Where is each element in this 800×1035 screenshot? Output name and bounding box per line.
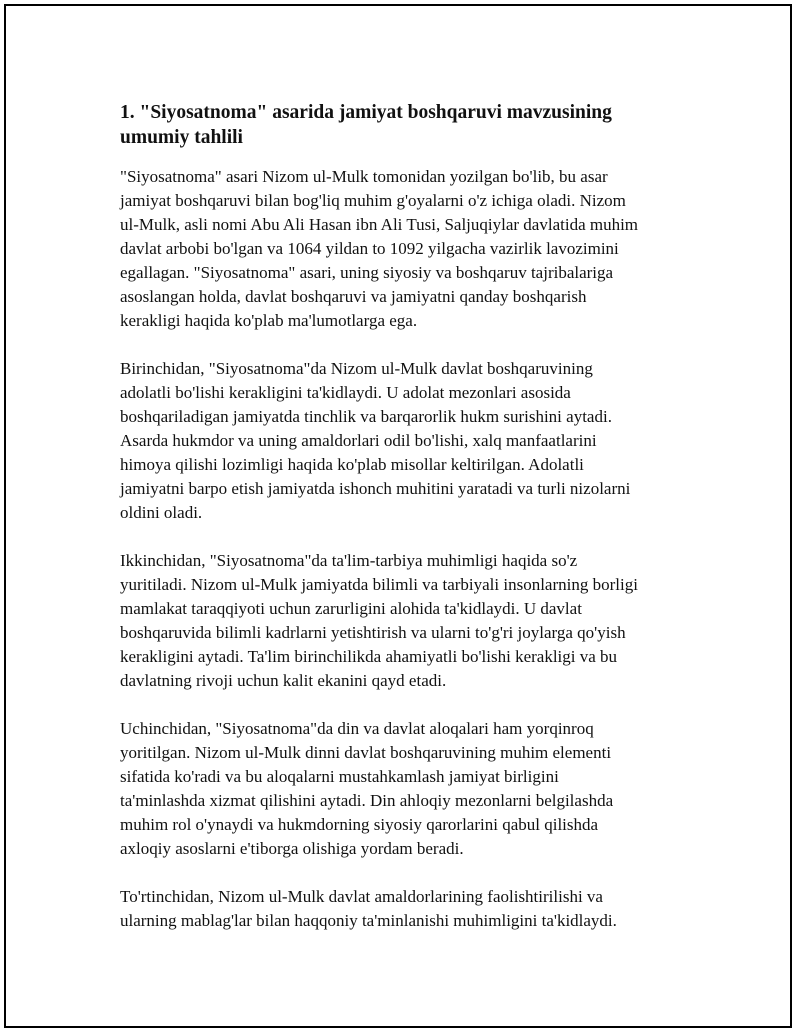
text-line: To'rtinchidan, Nizom ul-Mulk davlat amaldorlarining faolishtirilishi va (120, 887, 603, 906)
text-line: mamlakat taraqqiyoti uchun zarurligini alohida ta'kidlaydi. U davlat (120, 599, 582, 618)
heading-line: umumiy tahlili (120, 127, 243, 148)
text-line: axloqiy asoslarni e'tiborga olishiga yordam beradi. (120, 839, 464, 858)
text-line: ularning mablag'lar bilan haqqoniy ta'minlanishi muhimligini ta'kidlaydi. (120, 911, 617, 930)
section-heading (120, 100, 694, 150)
text-line: egallagan. "Siyosatnoma" asari, uning siyosiy va boshqaruv tajribalariga (120, 263, 614, 282)
text-line: boshqaruvida bilimli kadrlarni yetishtirish va ularni to'g'ri joylarga qo'yish (120, 623, 626, 642)
text-line: jamiyatni barpo etish jamiyatda ishonch muhitini yaratadi va turli nizolarni (120, 479, 631, 498)
text-line: sifatida ko'radi va bu aloqalarni mustahkamlash jamiyat birligini (120, 767, 559, 786)
text-line: davlat arbobi bo'lgan va 1064 yildan to 1092 yilgacha vazirlik lavozimini (120, 239, 619, 258)
text-line: davlatning rivoji uchun kalit ekanini qayd etadi. (120, 671, 447, 690)
document-body (120, 100, 694, 933)
paragraph-introduction (120, 165, 694, 333)
text-line: oldini oladi. (120, 503, 203, 522)
text-line: kerakligini aytadi. Ta'lim birinchilikda ahamiyatli bo'lishi kerakligi va bu (120, 647, 618, 666)
heading-line: 1. "Siyosatnoma" asarida jamiyat boshqaruvi mavzusining (120, 102, 612, 123)
text-line: "Siyosatnoma" asari Nizom ul-Mulk tomonidan yozilgan bo'lib, bu asar (120, 167, 608, 186)
text-line: asoslangan holda, davlat boshqaruvi va jamiyatni qanday boshqarish (120, 287, 587, 306)
paragraph-third (120, 717, 694, 861)
paragraph-second (120, 549, 694, 693)
page-frame (4, 4, 792, 1028)
text-line: boshqariladigan jamiyatda tinchlik va barqarorlik hukm surishini aytadi. (120, 407, 612, 426)
text-line: kerakligi haqida ko'plab ma'lumotlarga ega. (120, 311, 418, 330)
paragraph-fourth (120, 885, 694, 933)
text-line: yuritiladi. Nizom ul-Mulk jamiyatda bilimli va tarbiyali insonlarning borligi (120, 575, 638, 594)
text-line: Ikkinchidan, "Siyosatnoma"da ta'lim-tarbiya muhimligi haqida so'z (120, 551, 578, 570)
text-line: Birinchidan, "Siyosatnoma"da Nizom ul-Mulk davlat boshqaruvining (120, 359, 593, 378)
text-line: yoritilgan. Nizom ul-Mulk dinni davlat boshqaruvining muhim elementi (120, 743, 612, 762)
text-line: ul-Mulk, asli nomi Abu Ali Hasan ibn Ali Tusi, Saljuqiylar davlatida muhim (120, 215, 639, 234)
text-line: ta'minlashda xizmat qilishini aytadi. Din ahloqiy mezonlarni belgilashda (120, 791, 614, 810)
text-line: muhim rol o'ynaydi va hukmdorning siyosiy qarorlarini qabul qilishda (120, 815, 599, 834)
text-line: Uchinchidan, "Siyosatnoma"da din va davlat aloqalari ham yorqinroq (120, 719, 594, 738)
text-line: himoya qilishi lozimligi haqida ko'plab misollar keltirilgan. Adolatli (120, 455, 584, 474)
text-line: Asarda hukmdor va uning amaldorlari odil bo'lishi, xalq manfaatlarini (120, 431, 597, 450)
paragraph-first (120, 357, 694, 525)
text-line: adolatli bo'lishi kerakligini ta'kidlaydi. U adolat mezonlari asosida (120, 383, 571, 402)
text-line: jamiyat boshqaruvi bilan bog'liq muhim g'oyalarni o'z ichiga oladi. Nizom (120, 191, 626, 210)
